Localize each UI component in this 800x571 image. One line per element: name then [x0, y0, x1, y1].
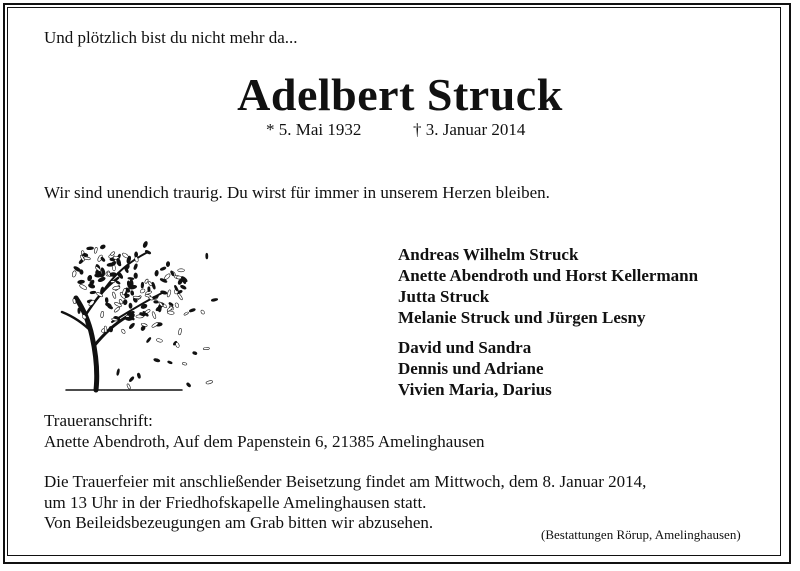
falling-leaf — [203, 347, 209, 350]
falling-leaf — [129, 376, 135, 382]
falling-leaf — [116, 261, 121, 267]
family-member: Vivien Maria, Darius — [398, 380, 552, 399]
falling-leaf — [126, 383, 131, 389]
falling-leaf — [115, 280, 120, 285]
leaf — [77, 280, 84, 284]
leaf — [155, 270, 159, 276]
family-group-children — [398, 244, 698, 328]
family-member: David und Sandra — [398, 338, 532, 357]
falling-leaf — [110, 280, 114, 282]
leaf — [94, 247, 98, 254]
leaf — [105, 302, 112, 308]
leaf — [90, 291, 96, 294]
leaf — [174, 302, 179, 308]
leaf — [140, 288, 146, 293]
falling-leaf — [146, 337, 152, 343]
death-date: † 3. Januar 2014 — [413, 120, 526, 139]
undertaker-credit: (Bestattungen Rörup, Amelinghausen) — [541, 527, 741, 542]
falling-leaf — [206, 253, 208, 259]
address-label: Traueranschrift: — [44, 411, 153, 430]
leaf — [121, 329, 126, 335]
falling-leaf — [137, 373, 141, 379]
leaf — [134, 273, 138, 279]
leaf — [145, 309, 151, 314]
falling-leaf — [145, 294, 151, 298]
family-member: Anette Abendroth und Horst Kellermann — [398, 266, 699, 285]
falling-leaf — [186, 382, 191, 387]
deceased-name: Adelbert Struck — [237, 69, 563, 120]
falling-leaf — [130, 290, 134, 295]
falling-leaf — [170, 270, 175, 276]
leaf — [112, 292, 117, 299]
leaf — [78, 308, 81, 314]
falling-leaf — [152, 295, 159, 300]
leaf — [87, 247, 94, 250]
falling-leaf — [189, 308, 196, 313]
leaf — [100, 256, 105, 262]
service-line: um 13 Uhr in der Friedhofskapelle Amelinghausen statt. — [44, 492, 427, 512]
falling-leaf — [206, 380, 213, 384]
family-member: Dennis und Adriane — [398, 359, 544, 378]
leaf — [148, 287, 151, 292]
leaf — [164, 273, 171, 280]
leaf — [85, 318, 89, 326]
leaf — [100, 311, 104, 318]
falling-leaf — [154, 300, 159, 303]
family-member: Andreas Wilhelm Struck — [398, 245, 579, 264]
leaf — [99, 273, 104, 277]
leaf — [100, 287, 104, 295]
leaf — [142, 241, 148, 248]
falling-leaf — [148, 281, 153, 287]
falling-leaf — [116, 369, 120, 376]
leaf — [100, 244, 106, 250]
leaf — [160, 266, 167, 271]
leaf — [180, 284, 187, 289]
tribute-text: Wir sind unendich traurig. Du wirst für immer in unserem Herzen bleiben. — [44, 183, 550, 202]
leaf — [167, 289, 172, 297]
family-member: Melanie Struck und Jürgen Lesny — [398, 308, 646, 327]
leaf — [166, 261, 170, 267]
falling-leaf — [128, 277, 134, 280]
falling-leaf — [156, 338, 163, 343]
falling-leaf — [178, 328, 182, 335]
falling-leaf — [153, 358, 160, 363]
leaf — [151, 322, 159, 328]
falling-leaf — [178, 269, 185, 272]
mourning-address: Anette Abendroth, Auf dem Papenstein 6, 21385 Amelinghausen — [44, 432, 485, 451]
birth-date: * 5. Mai 1932 — [266, 120, 362, 139]
leaf — [133, 263, 138, 270]
service-line: Von Beileidsbezeugungen am Grab bitten wir abzusehen. — [44, 513, 434, 532]
service-info — [44, 472, 646, 534]
service-line: Die Trauerfeier mit anschließender Beisetzung findet am Mittwoch, dem 8. Januar 2014, — [44, 472, 647, 491]
falling-leaf — [175, 342, 180, 348]
leaf — [128, 322, 135, 329]
leaf — [110, 272, 117, 276]
leaf — [110, 251, 115, 256]
windblown-tree-icon — [52, 236, 220, 396]
leaf — [125, 264, 130, 270]
leaf — [109, 326, 113, 332]
leaf — [123, 299, 127, 305]
falling-leaf — [182, 362, 187, 365]
leaf — [151, 311, 156, 319]
leaf — [141, 282, 144, 288]
leaf — [176, 276, 181, 279]
leaf — [114, 306, 121, 313]
leaf — [122, 252, 130, 259]
falling-leaf — [200, 309, 205, 314]
leaf — [112, 286, 120, 291]
falling-leaf — [184, 311, 189, 315]
family-member: Jutta Struck — [398, 287, 490, 306]
falling-leaf — [192, 351, 197, 355]
intro-line: Und plötzlich bist du nicht mehr da... — [44, 28, 298, 47]
family-list — [398, 244, 698, 400]
leaf — [129, 303, 132, 309]
falling-leaf — [167, 361, 172, 365]
leaf — [72, 270, 77, 277]
falling-leaf — [211, 298, 218, 302]
family-group-grandchildren — [398, 337, 698, 400]
leaf — [79, 284, 88, 291]
leaf — [105, 297, 108, 302]
